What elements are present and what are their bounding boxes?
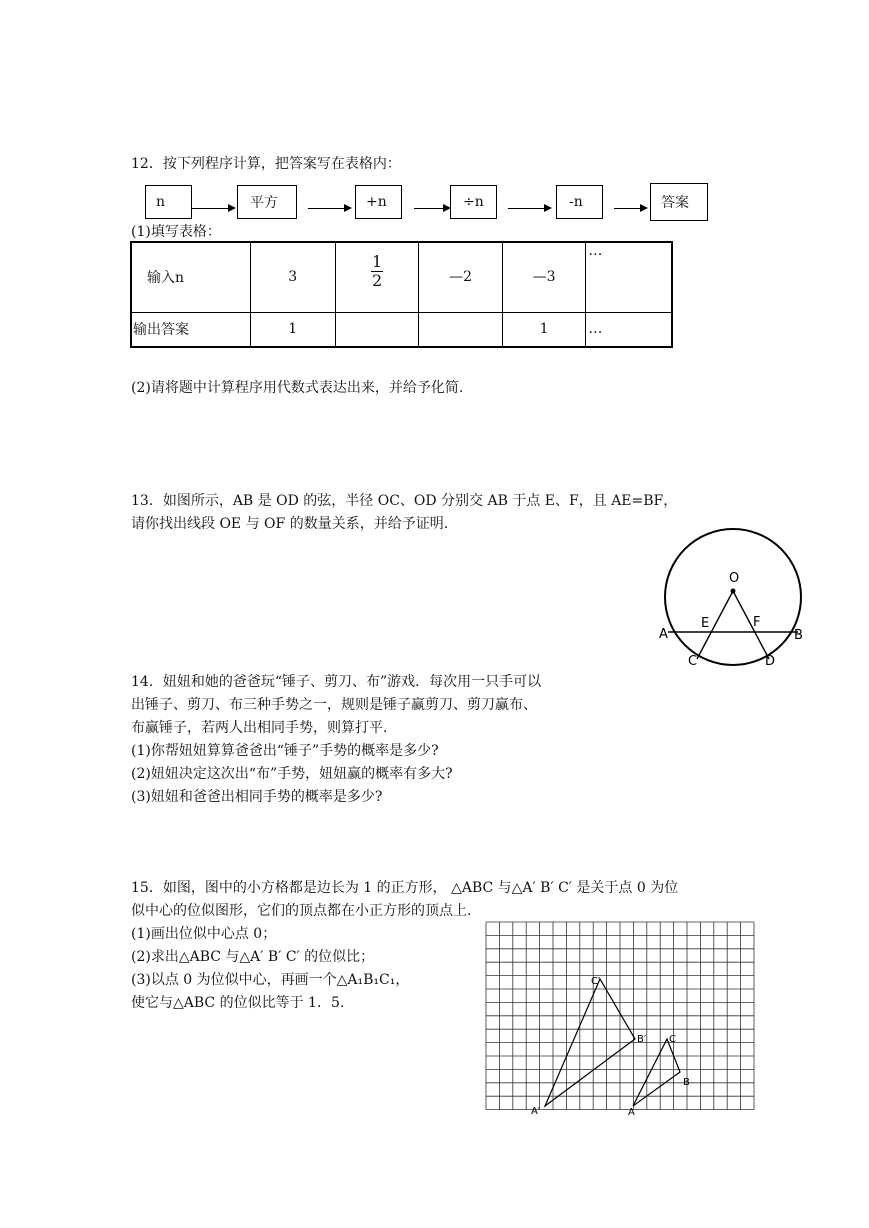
label-a-prime: A′ [531,1106,541,1117]
q14-q2: (2)妞妞决定这次出“布”手势，妞妞赢的概率有多大? [131,766,453,782]
table-cell [419,312,503,347]
q12-sub2: (2)请将题中计算程序用代数式表达出来，并给予化简. [131,380,464,396]
q14-line3: 布赢锤子，若两人出相同手势，则算打平． [131,720,397,736]
table-cell: … [586,242,672,312]
table-cell: 3 [250,242,335,312]
table-cell: 1 [502,312,586,347]
table-cell: … [586,312,672,347]
q15-q2: (2)求出△ABC 与△A′ B′ C′ 的位似比； [131,949,375,965]
table-cell: —3 [502,242,586,312]
q15-q1: (1)画出位似中心点 0； [131,926,277,942]
q12-sub1: (1)填写表格： [131,224,221,240]
label-c: C [688,654,698,669]
q13-line1: 13．如图所示，AB 是 OD 的弦，半径 OC、OD 分别交 AB 于点 E、F，且 AE=BF， [131,493,678,509]
center-point [731,589,736,594]
flow-box-answer: 答案 [650,183,708,221]
flow-box-square: 平方 [237,185,297,219]
flow-arrow [192,208,234,209]
label-a: A [659,627,668,642]
square-grid [486,922,754,1110]
label-b: B [794,628,803,643]
flow-arrow [614,208,646,209]
label-b: B [683,1077,690,1088]
flow-box-n: n [145,185,192,219]
label-b-prime: B′ [637,1034,647,1045]
circle-o [665,529,801,665]
table-cell-fraction [335,242,418,312]
label-d: D [765,654,776,669]
flow-arrow [308,208,350,209]
q15-q4: 使它与△ABC 的位似比等于 1．5. [131,995,345,1011]
q14-line1: 14．妞妞和她的爸爸玩“锤子、剪刀、布”游戏．每次用一只手可以 [131,674,542,690]
table-cell-label: 输入n [131,242,250,312]
q14-line2: 出锤子、剪刀、布三种手势之一，规则是锤子赢剪刀、剪刀赢布、 [131,697,537,713]
q15-q3: (3)以点 0 为位似中心，再画一个△A₁B₁C₁， [131,972,410,988]
label-a: A [628,1107,635,1118]
table-row-input [131,242,672,312]
circle-diagram [655,520,815,675]
table-cell [335,312,418,347]
label-o: O [729,571,740,586]
table-cell-label: 输出答案 [131,312,250,347]
label-e: E [701,616,710,631]
answer-table [130,241,673,348]
table-row-output [131,312,672,347]
fraction-numerator: 1 [371,251,383,271]
flow-box-minus-n: -n [556,185,603,219]
table-cell: 1 [250,312,335,347]
table-cell: —2 [419,242,503,312]
flow-arrow [414,208,449,209]
label-c-prime: C′ [591,976,601,987]
q12-title: 12．按下列程序计算，把答案写在表格内： [131,156,401,172]
q15-line2: 似中心的位似图形，它们的顶点都在小正方形的顶点上. [131,903,472,919]
flow-arrow [508,208,550,209]
q14-q1: (1)你帮妞妞算算爸爸出“锤子”手势的概率是多少? [131,743,439,759]
label-f: F [753,615,761,630]
grid-diagram [480,918,765,1124]
q13-line2: 请你找出线段 OE 与 OF 的数量关系，并给予证明. [131,516,449,532]
flow-box-plus-n: +n [355,185,402,219]
q15-line1: 15．如图，图中的小方格都是边长为 1 的正方形， △ABC 与△A′ B′ C′ 是关于点 0 为位 [131,880,679,896]
fraction-denominator: 2 [371,270,383,290]
radius-od [733,591,769,659]
label-c: C [669,1034,676,1045]
q14-q3: (3)妞妞和爸爸出相同手势的概率是多少? [131,789,383,805]
flow-box-divide-n: ÷n [450,185,497,219]
